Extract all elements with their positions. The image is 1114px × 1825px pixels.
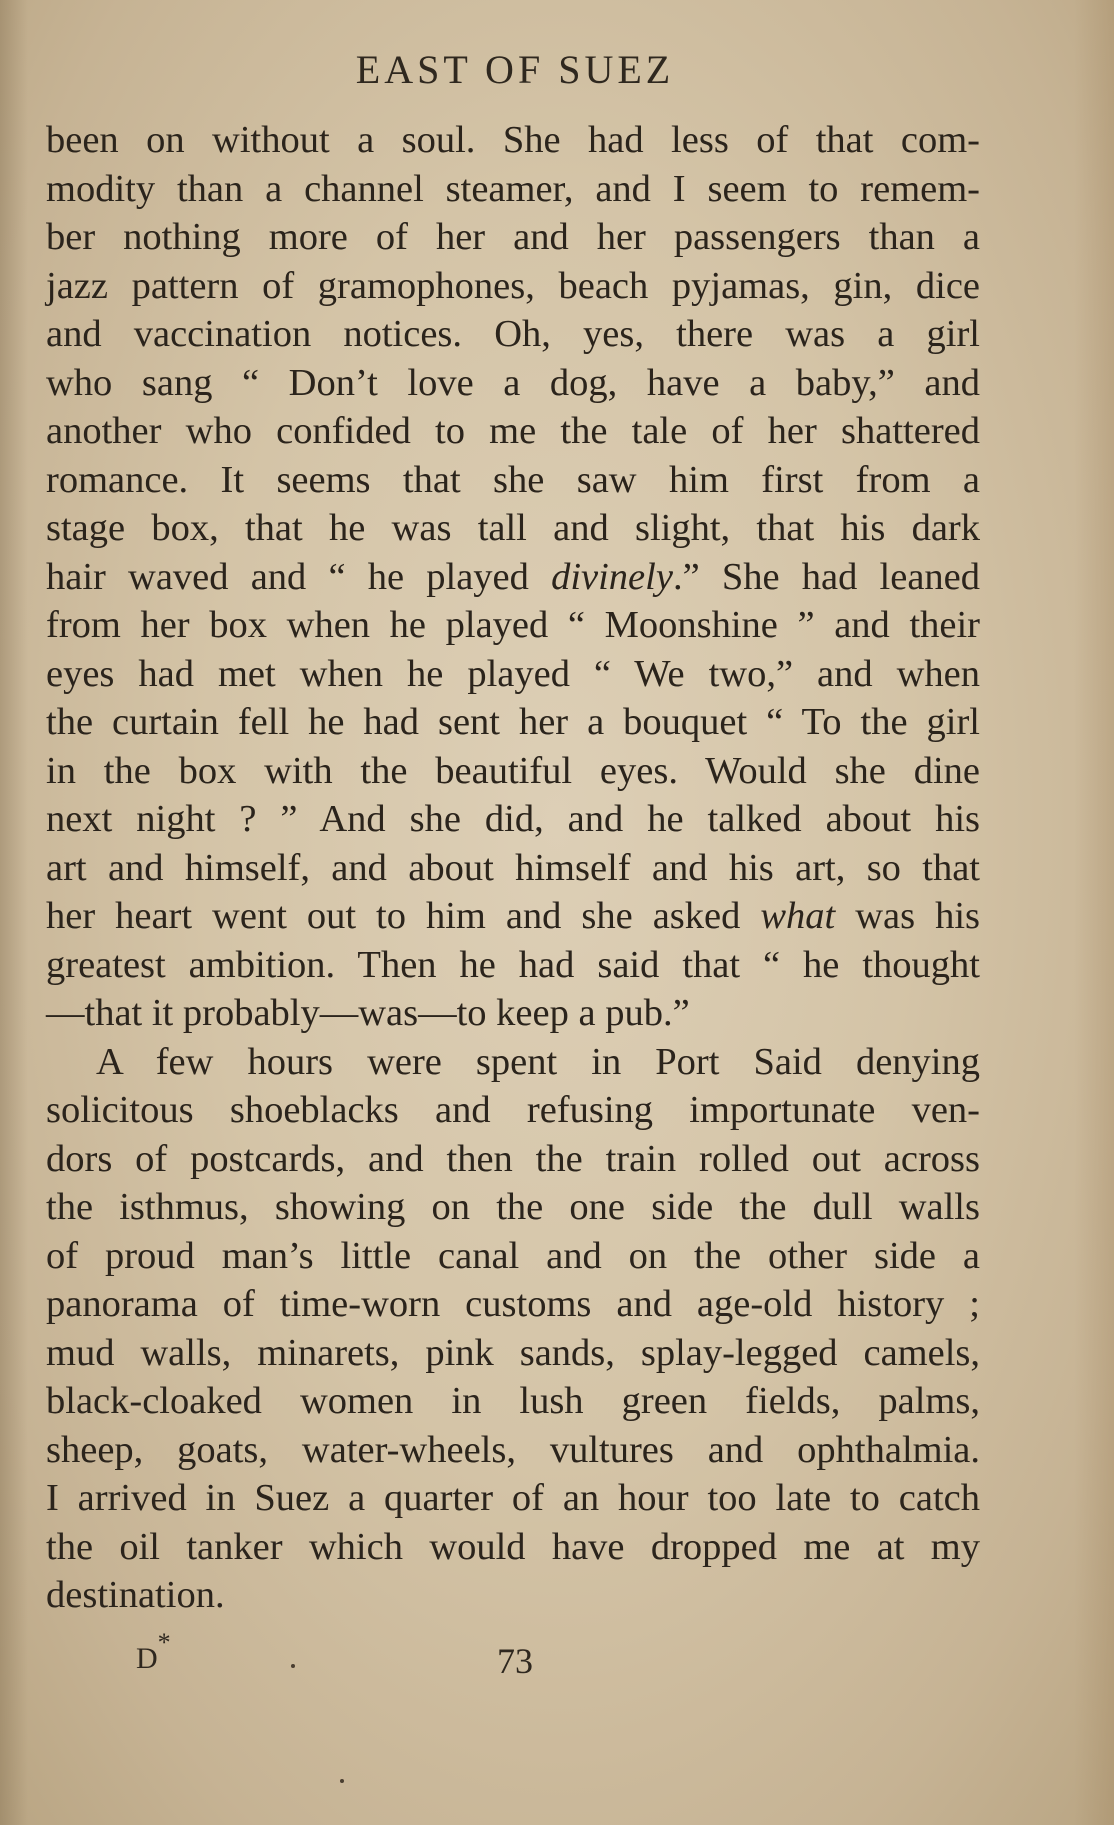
- text-line: the oil tanker which would have dropped me at my: [46, 1525, 980, 1568]
- text-line: the isthmus, showing on the one side the dull walls: [46, 1186, 980, 1228]
- text-line: greatest ambition. Then he had said that “ he thought: [46, 943, 980, 986]
- italic-word: what: [760, 895, 836, 937]
- signature-mark: [136, 1628, 171, 1676]
- running-head: EAST OF SUEZ: [355, 47, 675, 92]
- text-line: eyes had met when he played “ We two,” and when: [46, 652, 980, 695]
- line-text: her heart went out to him and she asked: [46, 895, 761, 937]
- text-line: jazz pattern of gramophones, beach pyjamas, gin, dice: [46, 264, 980, 307]
- signature-star: *: [157, 1628, 171, 1657]
- text-line: stage box, that he was tall and slight, that his dark: [46, 507, 980, 549]
- text-line: and vaccination notices. Oh, yes, there was a girl: [46, 313, 980, 355]
- text-line: been on without a soul. She had less of that com-: [46, 119, 980, 161]
- text-line: next night ? ” And she did, and he talked about his: [46, 798, 980, 840]
- text-line: —that it probably—was—to keep a pub.”: [46, 992, 690, 1034]
- text-line: ber nothing more of her and her passengers than a: [46, 216, 980, 258]
- italic-word: divinely: [551, 555, 673, 598]
- page-number: 73: [497, 1641, 533, 1681]
- paper-speck: [340, 1779, 344, 1783]
- text-line: solicitous shoeblacks and refusing importunate ven-: [46, 1089, 980, 1131]
- body-text: [46, 116, 980, 1620]
- line-text: .” She had leaned: [672, 555, 980, 598]
- text-line: of proud man’s little canal and on the other side a: [46, 1234, 980, 1277]
- text-line: romance. It seems that she saw him first from a: [46, 458, 980, 501]
- text-line: sheep, goats, water-wheels, vultures and ophthalmia.: [46, 1428, 980, 1471]
- text-line: black-cloaked women in lush green fields, palms,: [46, 1380, 980, 1422]
- text-line: destination.: [46, 1574, 225, 1616]
- text-line: who sang “ Don’t love a dog, have a baby,” and: [46, 361, 980, 404]
- line-text: was his: [835, 895, 980, 937]
- text-line: modity than a channel steamer, and I seem to remem-: [46, 167, 980, 210]
- text-line: from her box when he played “ Moonshine ” and their: [46, 604, 980, 646]
- paper-speck: [291, 1664, 295, 1668]
- text-line: A few hours were spent in Port Said denying: [96, 1040, 980, 1083]
- text-line: mud walls, minarets, pink sands, splay-legged camels,: [46, 1331, 980, 1374]
- text-line: panorama of time-worn customs and age-old history ;: [46, 1283, 980, 1325]
- text-line: dors of postcards, and then the train rolled out across: [46, 1137, 980, 1180]
- text-line: in the box with the beautiful eyes. Would she dine: [46, 749, 980, 792]
- line-text: hair waved and “ he played: [46, 555, 552, 598]
- text-line: another who confided to me the tale of her shattered: [46, 410, 980, 452]
- text-line: the curtain fell he had sent her a bouquet “ To the girl: [46, 701, 980, 743]
- signature-letter: D: [136, 1642, 158, 1675]
- text-line: [46, 553, 980, 602]
- text-line: art and himself, and about himself and his art, so that: [46, 846, 980, 889]
- text-line: [46, 892, 980, 941]
- text-line: I arrived in Suez a quarter of an hour too late to catch: [46, 1477, 980, 1519]
